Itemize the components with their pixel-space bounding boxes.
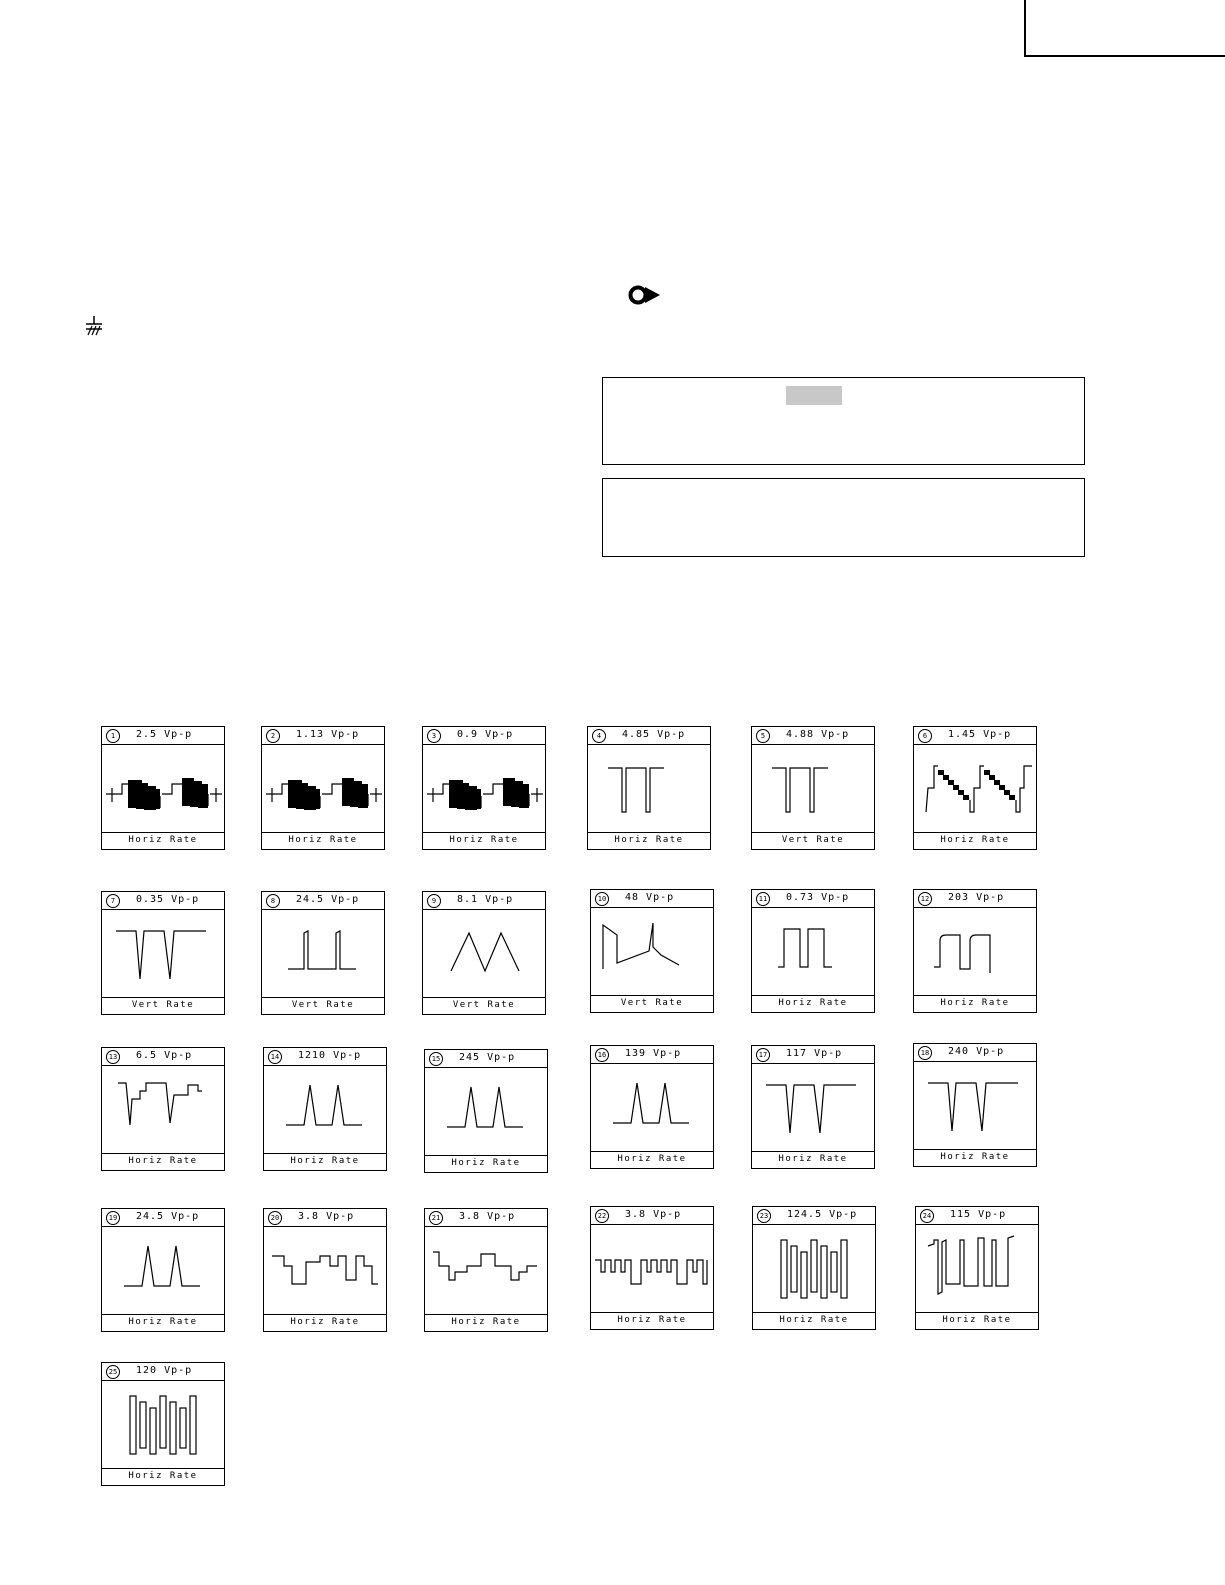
- note-box-2: [602, 478, 1085, 557]
- waveform-trace: [102, 1226, 224, 1315]
- waveform-panel: [422, 891, 546, 1015]
- waveform-header: [262, 892, 384, 910]
- waveform-rate: Horiz Rate: [102, 832, 224, 849]
- waveform-number: 9: [427, 894, 441, 908]
- waveform-header: [425, 1050, 547, 1068]
- waveform-trace: [914, 744, 1036, 833]
- waveform-number: 3: [427, 729, 441, 743]
- waveform-trace: [102, 1065, 224, 1154]
- waveform-trace: [264, 1226, 386, 1315]
- waveform-trace: [262, 909, 384, 998]
- ground-symbol-icon: [84, 316, 104, 338]
- waveform-header: [102, 1048, 224, 1066]
- waveform-panel: [263, 1208, 387, 1332]
- waveform-number: 12: [918, 892, 932, 906]
- waveform-trace: [752, 1063, 874, 1152]
- waveform-rate: Horiz Rate: [102, 1153, 224, 1170]
- waveform-rate: Horiz Rate: [102, 1314, 224, 1331]
- waveform-number: 15: [429, 1052, 443, 1066]
- waveform-rate: Horiz Rate: [591, 1312, 713, 1329]
- waveform-voltage: 139 Vp-p: [625, 1048, 682, 1059]
- waveform-rate: Horiz Rate: [264, 1314, 386, 1331]
- waveform-panel: [261, 891, 385, 1015]
- waveform-number: 25: [106, 1365, 120, 1379]
- waveform-trace: [262, 744, 384, 833]
- waveform-voltage: 48 Vp-p: [625, 892, 675, 903]
- waveform-rate: Horiz Rate: [752, 995, 874, 1012]
- waveform-voltage: 117 Vp-p: [786, 1048, 843, 1059]
- waveform-number: 24: [920, 1209, 934, 1223]
- waveform-trace: [264, 1065, 386, 1154]
- waveform-rate: Horiz Rate: [423, 832, 545, 849]
- waveform-voltage: 0.35 Vp-p: [136, 894, 200, 905]
- waveform-rate: Vert Rate: [423, 997, 545, 1014]
- waveform-rate: Horiz Rate: [914, 995, 1036, 1012]
- waveform-number: 17: [756, 1048, 770, 1062]
- waveform-voltage: 120 Vp-p: [136, 1365, 193, 1376]
- waveform-voltage: 0.73 Vp-p: [786, 892, 850, 903]
- waveform-number: 10: [595, 892, 609, 906]
- waveform-panel: [751, 889, 875, 1013]
- waveform-voltage: 1.13 Vp-p: [296, 729, 360, 740]
- waveform-trace: [752, 744, 874, 833]
- waveform-header: [588, 727, 710, 745]
- waveform-voltage: 24.5 Vp-p: [136, 1211, 200, 1222]
- waveform-voltage: 6.5 Vp-p: [136, 1050, 193, 1061]
- waveform-panel: [101, 726, 225, 850]
- waveform-header: [591, 1207, 713, 1225]
- waveform-number: 1: [106, 729, 120, 743]
- waveform-header: [914, 727, 1036, 745]
- waveform-header: [914, 1044, 1036, 1062]
- waveform-panel: [101, 1047, 225, 1171]
- waveform-rate: Horiz Rate: [753, 1312, 875, 1329]
- waveform-voltage: 240 Vp-p: [948, 1046, 1005, 1057]
- waveform-voltage: 8.1 Vp-p: [457, 894, 514, 905]
- waveform-panel: [101, 1362, 225, 1486]
- waveform-header: [264, 1048, 386, 1066]
- waveform-trace: [914, 1061, 1036, 1150]
- waveform-header: [102, 1363, 224, 1381]
- waveform-panel: [590, 1045, 714, 1169]
- waveform-trace: [425, 1226, 547, 1315]
- waveform-header: [102, 1209, 224, 1227]
- waveform-trace: [914, 907, 1036, 996]
- waveform-number: 19: [106, 1211, 120, 1225]
- waveform-number: 5: [756, 729, 770, 743]
- waveform-voltage: 4.85 Vp-p: [622, 729, 686, 740]
- waveform-trace: [102, 744, 224, 833]
- waveform-number: 13: [106, 1050, 120, 1064]
- waveform-voltage: 4.88 Vp-p: [786, 729, 850, 740]
- waveform-header: [752, 1046, 874, 1064]
- waveform-trace: [916, 1224, 1038, 1313]
- waveform-number: 23: [757, 1209, 771, 1223]
- waveform-header: [752, 727, 874, 745]
- waveform-rate: Horiz Rate: [264, 1153, 386, 1170]
- waveform-voltage: 3.8 Vp-p: [298, 1211, 355, 1222]
- waveform-panel: [590, 889, 714, 1013]
- waveform-voltage: 1210 Vp-p: [298, 1050, 362, 1061]
- waveform-rate: Horiz Rate: [752, 1151, 874, 1168]
- waveform-rate: Horiz Rate: [262, 832, 384, 849]
- waveform-rate: Horiz Rate: [425, 1155, 547, 1172]
- waveform-voltage: 1.45 Vp-p: [948, 729, 1012, 740]
- waveform-rate: Vert Rate: [262, 997, 384, 1014]
- waveform-voltage: 3.8 Vp-p: [625, 1209, 682, 1220]
- waveform-trace: [591, 1063, 713, 1152]
- waveform-rate: Horiz Rate: [914, 1149, 1036, 1166]
- waveform-rate: Horiz Rate: [588, 832, 710, 849]
- waveform-panel: [424, 1049, 548, 1173]
- waveform-panel: [261, 726, 385, 850]
- waveform-trace: [423, 744, 545, 833]
- waveform-panel: [751, 1045, 875, 1169]
- waveform-header: [102, 727, 224, 745]
- waveform-rate: Vert Rate: [591, 995, 713, 1012]
- waveform-number: 7: [106, 894, 120, 908]
- waveform-trace: [753, 1224, 875, 1313]
- waveform-panel: [263, 1047, 387, 1171]
- waveform-number: 8: [266, 894, 280, 908]
- waveform-header: [423, 892, 545, 910]
- waveform-number: 18: [918, 1046, 932, 1060]
- waveform-panel: [752, 1206, 876, 1330]
- waveform-number: 21: [429, 1211, 443, 1225]
- waveform-panel: [422, 726, 546, 850]
- waveform-trace: [591, 907, 713, 996]
- waveform-voltage: 3.8 Vp-p: [459, 1211, 516, 1222]
- waveform-rate: Horiz Rate: [102, 1468, 224, 1485]
- waveform-trace: [425, 1067, 547, 1156]
- waveform-voltage: 124.5 Vp-p: [787, 1209, 858, 1220]
- waveform-voltage: 245 Vp-p: [459, 1052, 516, 1063]
- waveform-rate: Horiz Rate: [914, 832, 1036, 849]
- waveform-panel: [101, 1208, 225, 1332]
- waveform-header: [916, 1207, 1038, 1225]
- waveform-rate: Vert Rate: [752, 832, 874, 849]
- waveform-voltage: 203 Vp-p: [948, 892, 1005, 903]
- waveform-header: [591, 1046, 713, 1064]
- pointer-arrow-icon: [628, 284, 662, 306]
- waveform-panel: [424, 1208, 548, 1332]
- waveform-number: 2: [266, 729, 280, 743]
- waveform-header: [752, 890, 874, 908]
- waveform-panel: [913, 726, 1037, 850]
- waveform-header: [264, 1209, 386, 1227]
- highlight-block: [786, 386, 842, 405]
- waveform-number: 14: [268, 1050, 282, 1064]
- waveform-header: [753, 1207, 875, 1225]
- waveform-voltage: 0.9 Vp-p: [457, 729, 514, 740]
- waveform-number: 11: [756, 892, 770, 906]
- waveform-voltage: 2.5 Vp-p: [136, 729, 193, 740]
- waveform-header: [423, 727, 545, 745]
- note-box-1: [602, 377, 1085, 465]
- waveform-header: [914, 890, 1036, 908]
- waveform-voltage: 24.5 Vp-p: [296, 894, 360, 905]
- waveform-number: 4: [592, 729, 606, 743]
- waveform-panel: [587, 726, 711, 850]
- waveform-voltage: 115 Vp-p: [950, 1209, 1007, 1220]
- waveform-header: [425, 1209, 547, 1227]
- waveform-trace: [591, 1224, 713, 1313]
- waveform-rate: Horiz Rate: [425, 1314, 547, 1331]
- waveform-trace: [102, 909, 224, 998]
- page-corner-box: [1024, 0, 1225, 57]
- waveform-panel: [101, 891, 225, 1015]
- waveform-trace: [102, 1380, 224, 1469]
- waveform-rate: Horiz Rate: [591, 1151, 713, 1168]
- waveform-trace: [423, 909, 545, 998]
- waveform-trace: [752, 907, 874, 996]
- waveform-rate: Horiz Rate: [916, 1312, 1038, 1329]
- waveform-panel: [590, 1206, 714, 1330]
- waveform-header: [102, 892, 224, 910]
- waveform-trace: [588, 744, 710, 833]
- waveform-number: 20: [268, 1211, 282, 1225]
- waveform-panel: [913, 889, 1037, 1013]
- waveform-header: [262, 727, 384, 745]
- waveform-panel: [913, 1043, 1037, 1167]
- waveform-number: 16: [595, 1048, 609, 1062]
- waveform-panel: [915, 1206, 1039, 1330]
- waveform-number: 6: [918, 729, 932, 743]
- waveform-panel: [751, 726, 875, 850]
- waveform-rate: Vert Rate: [102, 997, 224, 1014]
- waveform-header: [591, 890, 713, 908]
- waveform-number: 22: [595, 1209, 609, 1223]
